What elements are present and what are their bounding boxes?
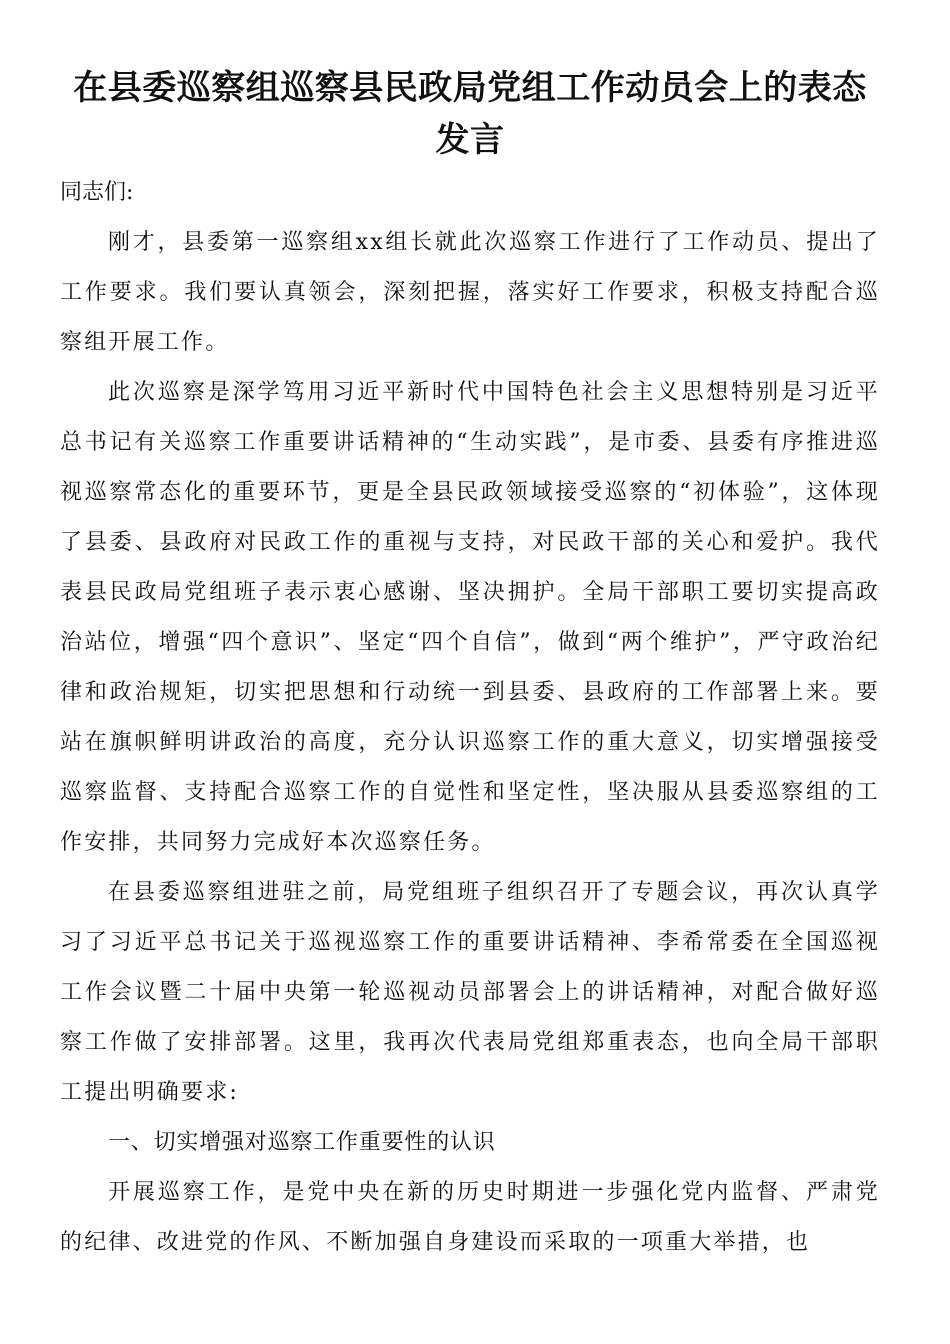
paragraph-2: 此次巡察是深学笃用习近平新时代中国特色社会主义思想特别是习近平总书记有关巡察工作重要讲话精神的“生动实践”，是市委、县委有序推进巡视巡察常态化的重要环节，更是全县民政领域接受巡察的“初体验”，这体现了县委、县政府对民政工作的重视与支持，对民政干部的关心和爱护。我代表县民政局党组班子表示衷心感谢、坚决拥护。全局干部职工要切实提高政治站位，增强“四个意识”、坚定“四个自信”，做到“两个维护”，严守政治纪律和政治规矩，切实把思想和行动统一到县委、县政府的工作部署上来。要站在旗帜鲜明讲政治的高度，充分认识巡察工作的重大意义，切实增强接受巡察监督、支持配合巡察工作的自觉性和坚定性，坚决服从县委巡察组的工作安排，共同努力完成好本次巡察任务。 (60, 380, 880, 855)
paragraph-3: 在县委巡察组进驻之前，局党组班子组织召开了专题会议，再次认真学习了习近平总书记关于巡视巡察工作的重要讲话精神、李希常委在全国巡视工作会议暨二十届中央第一轮巡视动员部署会上的讲话精神，对配合做好巡察工作做了安排部署。这里，我再次代表局党组郑重表态，也向全局干部职工提出明确要求: (60, 880, 880, 1105)
section-paragraph: 开展巡察工作，是党中央在新的历史时期进一步强化党内监督、严肃党的纪律、改进党的作风、不断加强自身建设而采取的一项重大举措，也 (60, 1180, 880, 1255)
document-page (60, 62, 880, 1268)
section-heading: 一、切实增强对巡察工作重要性的认识 (108, 1130, 496, 1155)
paragraph-1: 刚才，县委第一巡察组xx组长就此次巡察工作进行了工作动员、提出了工作要求。我们要认真领会，深刻把握，落实好工作要求，积极支持配合巡察组开展工作。 (60, 230, 880, 355)
document-title: 在县委巡察组巡察县民政局党组工作动员会上的表态发言 (73, 68, 867, 160)
salutation: 同志们: (60, 180, 134, 205)
